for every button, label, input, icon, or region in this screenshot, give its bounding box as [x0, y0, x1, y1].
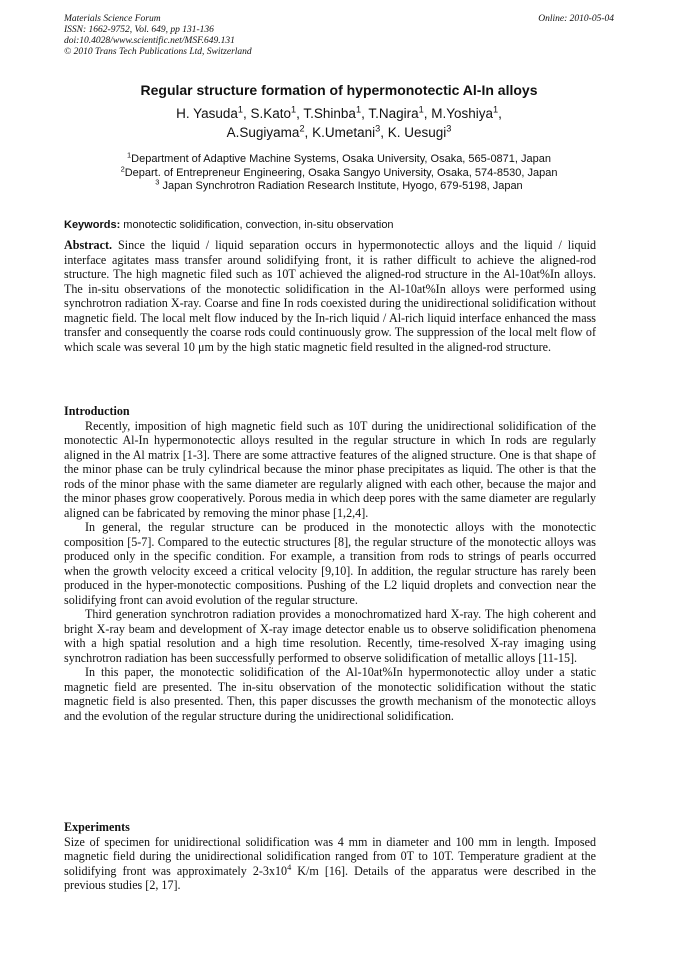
section-heading: Introduction: [64, 404, 130, 418]
author: K. Uesugi$^3$: [387, 123, 452, 140]
journal-name: Materials Science Forum: [64, 14, 161, 24]
author: M.Yoshiya$^1$,: [431, 104, 502, 121]
affiliation: $^2$Depart. of Entrepreneur Engineering, Osaka Sangyo University, Osaka, 574-8530, Japan: [120, 163, 558, 179]
keywords: [64, 219, 598, 231]
journal-issn: ISSN: 1662-9752, Vol. 649, pp 131-136: [64, 25, 214, 35]
paragraph: Third generation synchrotron radiation provides a monochromatized hard X-ray. The high coherent and bright X-ray beam and development of X-ray image detector enable us to observe solidification phenomena with a high spatial resolution and a high time resolution. Recently, time-resolved X-ray imaging using synchrotron radiation has been successfully performed to observe solidification of metallic alloys [11-15].: [64, 607, 596, 665]
journal-header: [64, 14, 614, 58]
paper-title: Regular structure formation of hypermonotectic Al-In alloys: [140, 82, 538, 98]
journal-copyright: © 2010 Trans Tech Publications Ltd, Switzerland: [64, 47, 252, 57]
keywords-text: monotectic solidification, convection, in-situ observation: [120, 219, 394, 231]
paragraph: In general, the regular structure can be produced in the monotectic alloys with the monotectic composition [5-7]. Compared to the eutectic structures [8], the regular structure of the monotectic alloys was produced only in the specific condition. For example, a transition from rods to strings of pearls occurred when the growth velocity exceed a critical velocity [9,10]. In addition, the regular structure has rarely been produced in the hyper-monotectic compositions. Pushing of the L2 liquid droplets and convection near the solidifying front can avoid evolution of the regular structure.: [64, 520, 596, 607]
paragraph: Size of specimen for unidirectional solidification was 4 mm in diameter and 100 mm in length. Imposed magnetic field during the unidirectional solidification ranged from 0T to 10T. Temperature gradient at the solidifying front was approximately $2-3x10^4$ K/m [16]. Details of the apparatus were described in the previous studies [2, 17].: [64, 834, 596, 892]
introduction-section: [64, 404, 596, 723]
author: T.Shinba$^1$,: [303, 104, 369, 121]
author-line-1: [0, 104, 678, 123]
author: T.Nagira$^1$,: [368, 104, 432, 121]
author: S.Kato$^1$,: [250, 104, 304, 121]
author: K.Umetani$^3$,: [312, 123, 388, 140]
author-line-2: [0, 123, 678, 142]
abstract-label: Abstract.: [64, 238, 113, 252]
affiliation-list: [0, 150, 678, 194]
paragraph: In this paper, the monotectic solidification of the Al-10at%In hypermonotectic alloy under a static magnetic field are presented. The in-situ observation of the monotectic solidification without the static magnetic field is also presented. Then, this paper discusses the growth mechanism of the monotectic alloys and the evolution of the regular structure during the unidirectional solidification.: [64, 665, 596, 723]
author-list: [0, 104, 678, 142]
keywords-label: Keywords:: [64, 219, 121, 231]
affiliation: $^1$Department of Adaptive Machine Systems, Osaka University, Osaka, 565-0871, Japan: [127, 150, 551, 165]
affiliation: $^3$ Japan Synchrotron Radiation Research Institute, Hyogo, 679-5198, Japan: [155, 177, 523, 192]
abstract-text: Since the liquid / liquid separation occurs in hypermonotectic alloys and the liquid / liquid interface agitates mass transfer around solidifying front, it is rather difficult to achieve the aligned-rod structure. The high magnetic filed such as 10T achieved the aligned-rod structure in the Al-10at%In alloys. The in-situ observations of the monotectic solidification in the Al-10at%In alloys were performed using synchrotron radiation X-ray. Coarse and fine In rods coexisted during the unidirectional solidification without magnetic field. The local melt flow induced by the In-rich liquid / Al-rich liquid interface enhanced the mass transfer and consequently the coarse rods could continuously grow. The suppression of the local melt flow of which scale was several 10 μm by the high static magnetic field resulted in the aligned-rod structure.: [64, 238, 596, 354]
author: A.Sugiyama$^2$,: [226, 123, 313, 140]
online-date: Online: 2010-05-04: [538, 14, 614, 24]
section-heading: Experiments: [64, 820, 130, 834]
paragraph: Recently, imposition of high magnetic field such as 10T during the unidirectional solidification of the monotectic Al-In hypermonotectic alloys resulted in the regular structure in which In rods are regularly aligned in the Al matrix [1-3]. There are some attractive features of the aligned structure. One is that shape of the minor phase can be truly cylindrical because the minor phase precipitates as liquid. The other is that the rods of the minor phase with the same diameter are regularly aligned with each other, because the major and the minor phases grow cooperatively. Porous media in which deep pores with the same diameter are regularly aligned can be fabricated by removing the minor phase [1,2,4].: [64, 418, 596, 520]
experiments-section: [64, 820, 596, 893]
abstract: [64, 238, 596, 354]
author: H. Yasuda$^1$,: [176, 104, 251, 121]
journal-doi: doi:10.4028/www.scientific.net/MSF.649.131: [64, 36, 235, 46]
